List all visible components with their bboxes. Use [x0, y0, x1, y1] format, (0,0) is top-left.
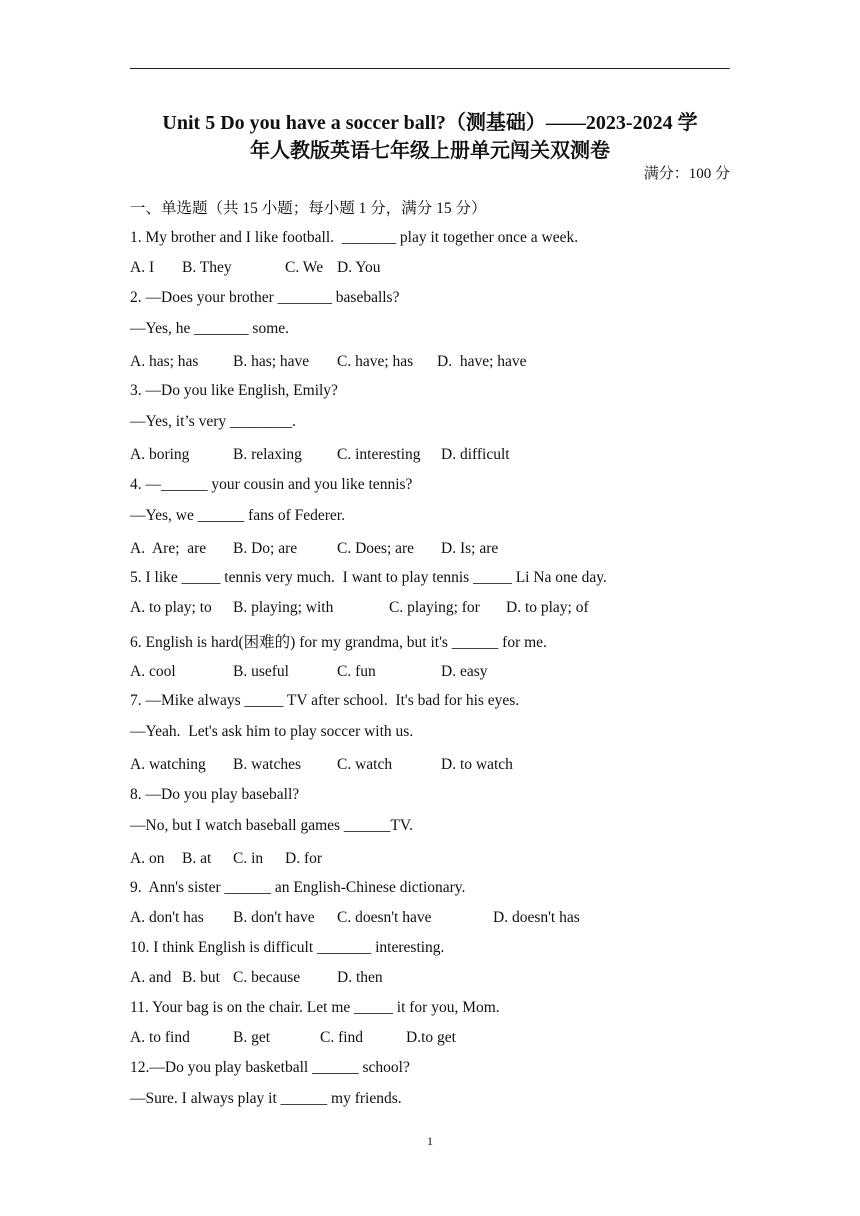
- option-b: B. get: [233, 1029, 271, 1046]
- option-c: C. playing; for: [389, 599, 480, 616]
- option-b: B. playing; with: [233, 599, 334, 616]
- option-c: C. interesting: [337, 446, 421, 463]
- option-a: A. watching: [130, 756, 206, 773]
- option-b: B. don't have: [233, 909, 315, 926]
- option-b: B. relaxing: [233, 446, 302, 463]
- question-12-stem: 12.—Do you play basketball ______ school?: [130, 1059, 410, 1076]
- option-c: C. find: [320, 1029, 364, 1046]
- option-c: C. in: [233, 850, 264, 867]
- option-a: A. and: [130, 969, 172, 986]
- option-d: D.to get: [406, 1029, 456, 1046]
- question-5-stem: 5. I like _____ tennis very much. I want to play tennis _____ Li Na one day.: [130, 569, 607, 586]
- option-c: C. Does; are: [337, 540, 415, 557]
- total-score: 满分：100 分: [643, 166, 730, 182]
- question-9-stem: 9. Ann's sister ______ an English-Chinese dictionary.: [130, 879, 466, 896]
- option-c: C. because: [233, 969, 301, 986]
- option-a: A. has; has: [130, 353, 199, 370]
- option-d: D. easy: [441, 663, 488, 680]
- question-7-stem: 7. —Mike always _____ TV after school. It's bad for his eyes.: [130, 692, 520, 709]
- question-8-stem: 8. —Do you play baseball?: [130, 786, 300, 803]
- option-a: A. to play; to: [130, 599, 212, 616]
- option-d: D. to play; of: [506, 599, 589, 616]
- option-a: A. I: [130, 259, 155, 276]
- option-c: C. doesn't have: [337, 909, 432, 926]
- option-b: B. watches: [233, 756, 302, 773]
- option-a: A. on: [130, 850, 165, 867]
- option-a: A. don't has: [130, 909, 204, 926]
- question-4-stem: 4. —______ your cousin and you like tennis?: [130, 476, 413, 493]
- option-a: A. boring: [130, 446, 190, 463]
- header-rule: [130, 68, 730, 69]
- question-11-stem: 11. Your bag is on the chair. Let me _____ it for you, Mom.: [130, 999, 500, 1016]
- option-d: D. difficult: [441, 446, 510, 463]
- option-d: D. for: [285, 850, 323, 867]
- question-6-stem: 6. English is hard(困难的) for my grandma, but it's ______ for me.: [130, 634, 547, 651]
- question-3-answer-line: —Yes, it’s very ________.: [130, 413, 296, 430]
- question-10-stem: 10. I think English is difficult _______ interesting.: [130, 939, 445, 956]
- question-2-answer-line: —Yes, he _______ some.: [130, 320, 290, 337]
- option-d: D. Is; are: [441, 540, 499, 557]
- option-b: B. but: [182, 969, 220, 986]
- option-a: A. to find: [130, 1029, 190, 1046]
- question-7-answer-line: —Yeah. Let's ask him to play soccer with us.: [130, 723, 414, 740]
- question-3-stem: 3. —Do you like English, Emily?: [130, 382, 338, 399]
- page-number: 1: [427, 1134, 433, 1148]
- option-d: D. then: [337, 969, 383, 986]
- option-d: D. You: [337, 259, 381, 276]
- option-b: B. They: [182, 259, 232, 276]
- option-b: B. has; have: [233, 353, 310, 370]
- question-1-stem: 1. My brother and I like football. _______ play it together once a week.: [130, 229, 579, 246]
- option-c: C. We: [285, 259, 324, 276]
- question-4-answer-line: —Yes, we ______ fans of Federer.: [130, 507, 345, 524]
- page-title-line-1: Unit 5 Do you have a soccer ball?（测基础）——2023-2024 学: [162, 112, 698, 134]
- option-a: A. Are; are: [130, 540, 207, 557]
- option-d: D. doesn't has: [493, 909, 580, 926]
- question-2-stem: 2. —Does your brother _______ baseballs?: [130, 289, 400, 306]
- question-12-answer-line: —Sure. I always play it ______ my friends.: [130, 1090, 402, 1107]
- option-a: A. cool: [130, 663, 176, 680]
- question-8-answer-line: —No, but I watch baseball games ______TV.: [130, 817, 413, 834]
- option-c: C. fun: [337, 663, 376, 680]
- option-b: B. at: [182, 850, 212, 867]
- option-d: D. have; have: [437, 353, 527, 370]
- page-title-line-2: 年人教版英语七年级上册单元闯关双测卷: [250, 140, 610, 162]
- option-b: B. useful: [233, 663, 289, 680]
- option-c: C. have; has: [337, 353, 414, 370]
- section-heading: 一、单选题（共 15 小题；每小题 1 分，满分 15 分）: [130, 200, 487, 217]
- option-c: C. watch: [337, 756, 393, 773]
- option-b: B. Do; are: [233, 540, 298, 557]
- option-d: D. to watch: [441, 756, 513, 773]
